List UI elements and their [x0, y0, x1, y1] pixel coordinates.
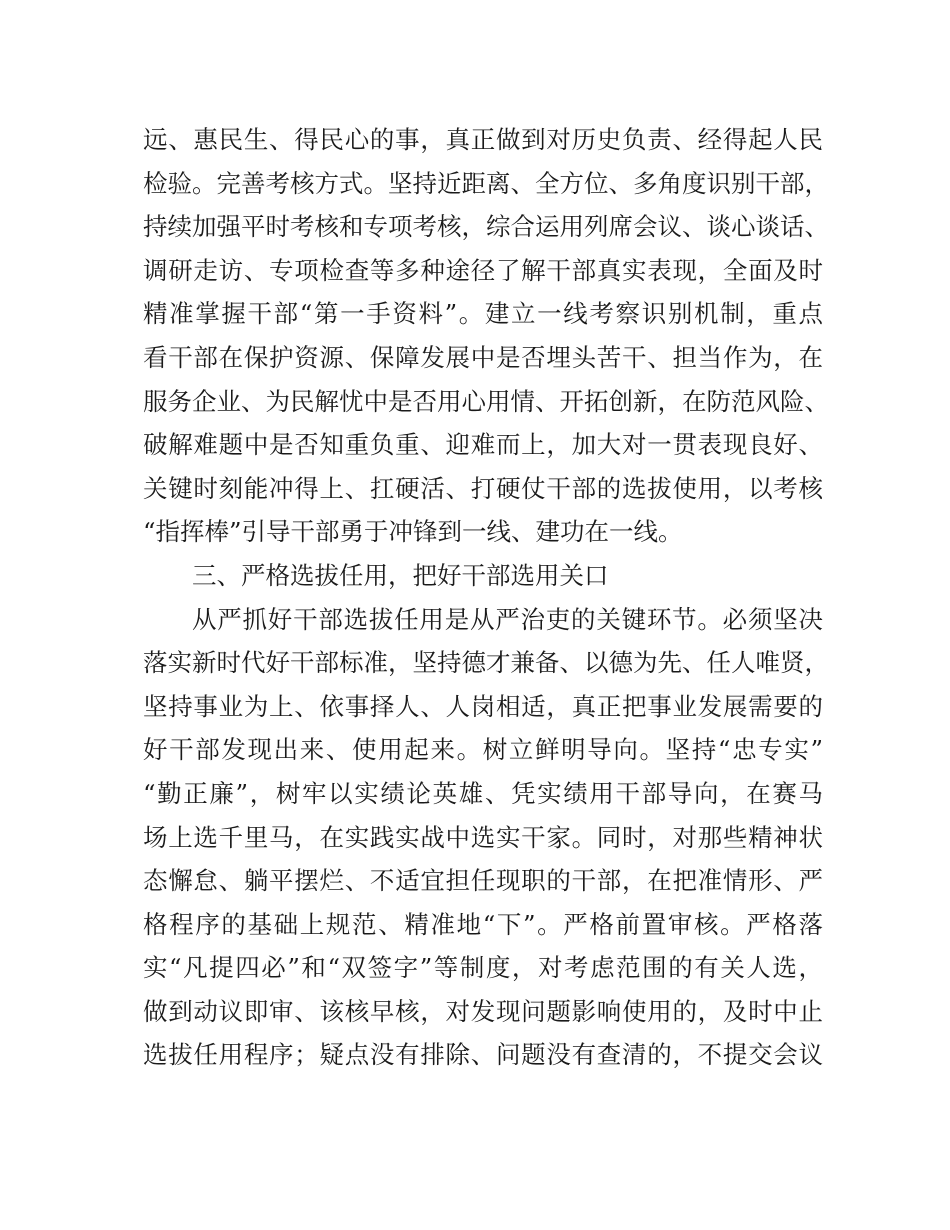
text-line-15: 好干部发现出来、使用起来。树立鲜明导向。坚持“忠专实”: [143, 735, 823, 765]
document-body: [143, 118, 829, 1077]
text-line-6: 看干部在保护资源、保障发展中是否埋头苦干、担当作为，在: [143, 342, 823, 372]
text-line-22: 选拔任用程序；疑点没有排除、问题没有查清的，不提交会议: [143, 1040, 823, 1070]
text-line-16: “勤正廉”，树牢以实绩论英雄、凭实绩用干部导向，在赛马: [143, 778, 823, 808]
text-line-5: 精准掌握干部“第一手资料”。建立一线考察识别机制，重点: [143, 299, 823, 329]
text-line-14: 坚持事业为上、依事择人、人岗相适，真正把事业发展需要的: [143, 691, 823, 721]
text-line-12: 从严抓好干部选拔任用是从严治吏的关键环节。必须坚决: [192, 604, 823, 634]
text-line-2: 检验。完善考核方式。坚持近距离、全方位、多角度识别干部，: [143, 168, 829, 198]
text-line-7: 服务企业、为民解忧中是否用心用情、开拓创新，在防范风险、: [143, 386, 829, 416]
text-line-8: 破解难题中是否知重负重、迎难而上，加大对一贯表现良好、: [143, 430, 823, 460]
text-line-3: 持续加强平时考核和专项考核，综合运用列席会议、谈心谈话、: [143, 212, 829, 242]
text-line-19: 格程序的基础上规范、精准地“下”。严格前置审核。严格落: [143, 909, 823, 939]
text-line-13: 落实新时代好干部标准，坚持德才兼备、以德为先、任人唯贤，: [143, 648, 829, 678]
text-line-21: 做到动议即审、该核早核，对发现问题影响使用的，及时中止: [143, 996, 823, 1026]
text-line-1: 远、惠民生、得民心的事，真正做到对历史负责、经得起人民: [143, 125, 823, 154]
text-line-18: 态懈怠、躺平摆烂、不适宜担任现职的干部，在把准情形、严: [143, 866, 823, 896]
text-line-17: 场上选千里马，在实践实战中选实干家。同时，对那些精神状: [143, 822, 823, 852]
section-heading: 三、严格选拔任用，把好干部选用关口: [192, 560, 609, 590]
text-line-9: 关键时刻能冲得上、扛硬活、打硬仗干部的选拔使用，以考核: [143, 473, 823, 503]
text-line-4: 调研走访、专项检查等多种途径了解干部真实表现，全面及时: [143, 255, 823, 285]
text-line-20: 实“凡提四必”和“双签字”等制度，对考虑范围的有关人选，: [143, 953, 823, 983]
text-line-10: “指挥棒”引导干部勇于冲锋到一线、建功在一线。: [143, 517, 683, 547]
